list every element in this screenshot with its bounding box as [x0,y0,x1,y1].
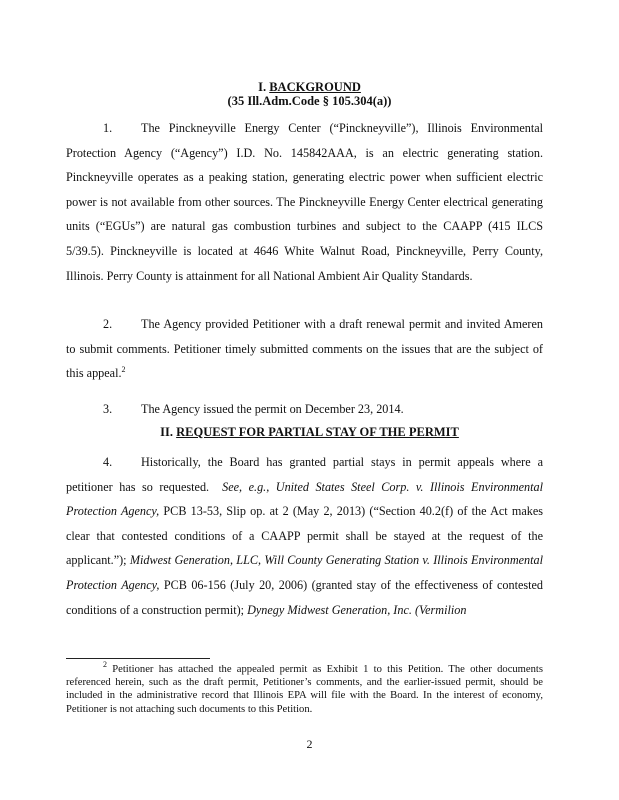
paragraph-2 [66,312,543,386]
section-title-line [0,80,619,94]
case-citation: Dynegy Midwest Generation, Inc. (Vermilion [247,602,467,617]
page-number: 2 [306,737,313,751]
case-citation: See, e.g., United States Steel Corp. v. Illinois Environmental Protection Agency, [66,479,544,519]
paragraph-number: 3. [103,402,113,416]
section-title: BACKGROUND [269,80,361,94]
paragraph-text: Historically, the Board has granted partial stays in permit appeals where a petitioner has so requested. [66,455,543,494]
paragraph-4 [66,450,543,622]
section-citation: (35 Ill.Adm.Code § 105.304(a)) [227,94,392,108]
section-title: REQUEST FOR PARTIAL STAY OF THE PERMIT [176,425,459,439]
footnote-2: 2 Petitioner has attached the appealed permit as Exhibit 1 to this Petition. The other documents referenced herein, such as the draft permit, Petitioner’s comments, and the earlier-issued permit, should be included in the administrative record that Illinois EPA will file with the Board. In the interest of economy, Petitioner is not attaching such documents to this Petition. [66,660,543,715]
paragraph-number: 1. [103,121,113,135]
footnote-reference: 2 [121,365,126,375]
paragraph-text: PCB 13-53, Slip op. at 2 (May 2, 2013) (“Section 40.2(f) of the Act makes clear that contested conditions of a CAAPP permit shall be stayed at the request of the applicant.”); [66,504,543,568]
paragraph-text: The Agency provided Petitioner with a draft renewal permit and invited Ameren to submit comments. Petitioner timely submitted comments on the issues that are the subject of this appeal. [66,317,543,381]
paragraph-number: 2. [103,317,113,331]
paragraph-number: 4. [103,455,113,469]
section-number: II. [160,425,173,439]
case-citation: Midwest Generation, LLC, Will County Generating Station v. Illinois Environmental Protection Agency, [66,553,544,592]
paragraph-text: PCB 06-156 (July 20, 2006) (granted stay of the effectiveness of contested conditions of a construction permit); [66,577,544,617]
section-heading-background [0,80,619,108]
paragraph-text: The Pinckneyville Energy Center (“Pinckneyville”), Illinois Environmental Protection Agency (“Agency”) I.D. No. 145842AAA, is an electric generating station. Pinckneyville operates as a peaking station, generating electric power when sufficient electric power is not available from other sources. The Pinckneyville Energy Center electrical generating units (“EGUs”) are natural gas combustion turbines and subject to the CAAPP (415 ILCS 5/39.5). Pinckneyville is located at 4646 White Walnut Road, Pinckneyville, Perry County, Illinois. Perry County is attainment for all National Ambient Air Quality Standards. [66,121,543,283]
footnote-text: Petitioner has attached the appealed permit as Exhibit 1 to this Petition. The other documents referenced herein, such as the draft permit, Petitioner’s comments, and the earlier-issued permit, should be included in the administrative record that Illinois EPA will file with the Board. In the interest of economy, Petitioner is not attaching such documents to this Petition. [66,664,543,715]
paragraph-text: The Agency issued the permit on December 23, 2014. [141,402,404,416]
paragraph-1 [66,116,543,288]
section-number: I. [258,80,267,94]
section-heading-stay-request [0,425,619,439]
footnote-divider [66,658,210,659]
paragraph-3 [66,397,543,422]
